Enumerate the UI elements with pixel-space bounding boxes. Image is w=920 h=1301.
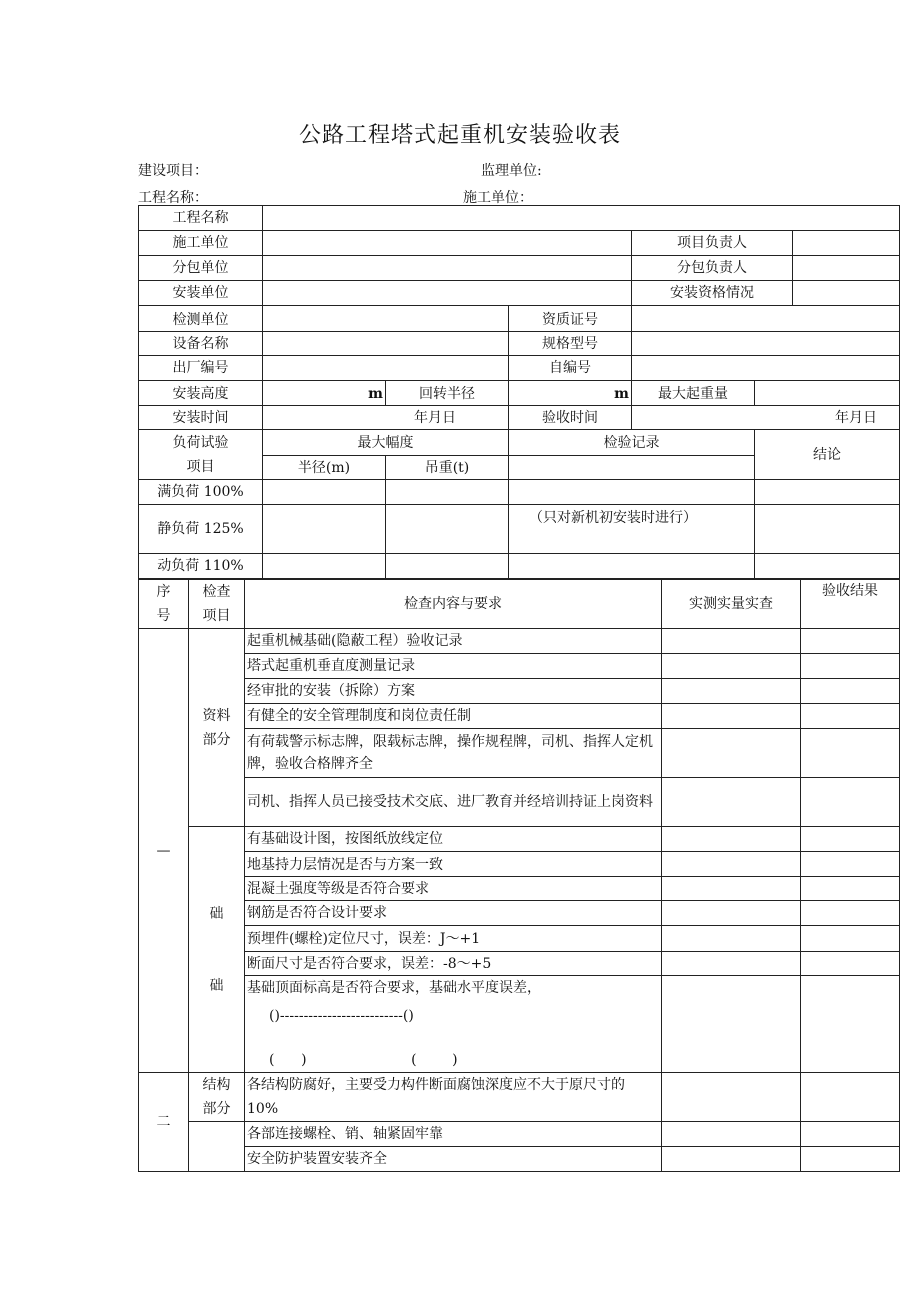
check-row-result bbox=[801, 1122, 900, 1147]
check-row-result bbox=[801, 976, 900, 1073]
value-subcontract-leader bbox=[793, 256, 900, 281]
value-full-conclusion bbox=[755, 480, 900, 505]
value-static-radius bbox=[263, 505, 386, 554]
value-full-lift bbox=[386, 480, 509, 505]
value-dynamic-conclusion bbox=[755, 554, 900, 579]
check-row-measure bbox=[662, 827, 801, 852]
header-result: 验收结果 bbox=[801, 580, 900, 629]
check-row-result bbox=[801, 778, 900, 827]
label-full-load: 满负荷 100% bbox=[139, 480, 263, 505]
value-max-load bbox=[755, 381, 900, 406]
check-row-result bbox=[801, 654, 900, 679]
label-max-amplitude: 最大幅度 bbox=[263, 430, 509, 456]
label-install-unit: 安装单位 bbox=[139, 281, 263, 306]
header-seq bbox=[139, 580, 189, 629]
label-dynamic-load: 动负荷 110% bbox=[139, 554, 263, 579]
label-lift-t: 吊重(t) bbox=[386, 456, 509, 480]
meta-construction-unit: 施工单位： bbox=[463, 190, 533, 206]
label-inspection-record: 检验记录 bbox=[509, 430, 755, 456]
group2-label-2: 础 bbox=[209, 977, 224, 994]
check-row-result bbox=[801, 901, 900, 926]
label-item: 项目 bbox=[186, 458, 215, 475]
section2-label-2: 部分 bbox=[202, 1101, 231, 1117]
check-row-result bbox=[801, 629, 900, 654]
meta-project: 建设项目： bbox=[138, 163, 208, 179]
label-conclusion: 结论 bbox=[755, 430, 900, 480]
check-row-measure bbox=[662, 778, 801, 827]
check-row-result bbox=[801, 729, 900, 778]
check-row-measure bbox=[662, 704, 801, 729]
check-row-content: 司机、指挥人员已接受技术交底、进厂教育并经培训持证上岗资料 bbox=[245, 778, 662, 827]
inspection-checklist-table bbox=[138, 579, 900, 1172]
static-note: （只对新机初安装时进行） bbox=[509, 505, 755, 554]
value-engineering-name bbox=[263, 206, 900, 231]
value-dynamic-record bbox=[509, 554, 755, 579]
meta-supervisor: 监理单位: bbox=[481, 163, 542, 179]
label-spec-model: 规格型号 bbox=[509, 332, 632, 356]
check-row-content: 钢筋是否符合设计要求 bbox=[245, 901, 662, 926]
label-equipment-name: 设备名称 bbox=[139, 332, 263, 356]
check-row-content: 断面尺寸是否符合要求，误差：-8〜+5 bbox=[245, 952, 662, 976]
level-parens bbox=[247, 1048, 659, 1072]
label-install-height: 安装高度 bbox=[139, 381, 263, 406]
check-row-measure bbox=[662, 852, 801, 877]
value-project-leader bbox=[793, 231, 900, 256]
label-radius-m: 半径(m) bbox=[263, 456, 386, 480]
label-slewing-radius: 回转半径 bbox=[386, 381, 509, 406]
meta-engineering-name: 工程名称： bbox=[138, 190, 208, 206]
check-row-measure bbox=[662, 679, 801, 704]
label-accept-time: 验收时间 bbox=[509, 406, 632, 430]
check-row-content: 各部连接螺栓、销、轴紧固牢靠 bbox=[245, 1122, 662, 1147]
label-self-no: 自编号 bbox=[509, 356, 632, 381]
check-row-measure bbox=[662, 1122, 801, 1147]
check-row-measure bbox=[662, 877, 801, 901]
check-row-content: 经审批的安装（拆除）方案 bbox=[245, 679, 662, 704]
section2-label-1: 结构 bbox=[202, 1077, 231, 1093]
label-factory-no: 出厂编号 bbox=[139, 356, 263, 381]
header-seq-1: 序 bbox=[156, 584, 171, 600]
label-engineering-name: 工程名称 bbox=[139, 206, 263, 231]
check-row-measure bbox=[662, 901, 801, 926]
label-subcontract-leader: 分包负责人 bbox=[632, 256, 793, 281]
value-dynamic-lift bbox=[386, 554, 509, 579]
label-inspection-unit: 检测单位 bbox=[139, 306, 263, 332]
check-row-result bbox=[801, 827, 900, 852]
check-row-measure bbox=[662, 654, 801, 679]
label-max-load: 最大起重量 bbox=[632, 381, 755, 406]
value-static-lift bbox=[386, 505, 509, 554]
value-qualification-no bbox=[632, 306, 900, 332]
section2-seq: 二 bbox=[139, 1073, 189, 1172]
value-factory-no bbox=[263, 356, 509, 381]
value-dynamic-radius bbox=[263, 554, 386, 579]
check-row-content: 有健全的安全管理制度和岗位责任制 bbox=[245, 704, 662, 729]
header-content: 检查内容与要求 bbox=[245, 580, 662, 629]
header-check-item-2: 项目 bbox=[202, 608, 231, 624]
value-equipment-name bbox=[263, 332, 509, 356]
paren-right: ( ) bbox=[411, 1052, 458, 1068]
check-row-content: 有基础设计图，按图纸放线定位 bbox=[245, 827, 662, 852]
foundation-level-cell bbox=[245, 976, 662, 1073]
check-row-result bbox=[801, 704, 900, 729]
header-seq-2: 号 bbox=[156, 608, 171, 624]
section1-group2-label bbox=[189, 827, 245, 1073]
check-row-result bbox=[801, 852, 900, 877]
check-row-result bbox=[801, 679, 900, 704]
check-row-content: 塔式起重机垂直度测量记录 bbox=[245, 654, 662, 679]
label-construction-unit: 施工单位 bbox=[139, 231, 263, 256]
value-spec-model bbox=[632, 332, 900, 356]
paren-left: ( ) bbox=[269, 1052, 307, 1068]
label-project-leader: 项目负责人 bbox=[632, 231, 793, 256]
label-static-load: 静负荷 125% bbox=[139, 505, 263, 554]
load-test-label-cell bbox=[139, 430, 263, 480]
check-row-measure bbox=[662, 729, 801, 778]
section2-label bbox=[189, 1073, 245, 1122]
check-row-content: 安全防护装置安装齐全 bbox=[245, 1147, 662, 1172]
value-construction-unit bbox=[263, 231, 632, 256]
value-inspection-unit bbox=[263, 306, 509, 332]
check-row-measure bbox=[662, 1147, 801, 1172]
check-row-result bbox=[801, 1073, 900, 1122]
level-formula: ()--------------------------() bbox=[269, 1008, 414, 1024]
check-row-measure bbox=[662, 926, 801, 952]
check-row-measure bbox=[662, 952, 801, 976]
check-row-content: 地基持力层情况是否与方案一致 bbox=[245, 852, 662, 877]
value-install-qualification bbox=[793, 281, 900, 306]
check-row-content: 预埋件(螺栓)定位尺寸，误差：J〜+1 bbox=[245, 926, 662, 952]
value-self-no bbox=[632, 356, 900, 381]
unit-height-m: m bbox=[263, 381, 386, 406]
section1-group1-label bbox=[189, 629, 245, 827]
check-row-measure bbox=[662, 976, 801, 1073]
group2-label-1: 础 bbox=[209, 905, 224, 922]
value-full-record bbox=[509, 480, 755, 505]
value-accept-date: 年月日 bbox=[632, 406, 900, 430]
page-title: 公路工程塔式起重机安装验收表 bbox=[298, 123, 621, 148]
check-row-content: 各结构防腐好，主要受力构件断面腐蚀深度应不大于原尺寸的 10% bbox=[245, 1073, 662, 1122]
label-qualification-no: 资质证号 bbox=[509, 306, 632, 332]
check-row-result bbox=[801, 926, 900, 952]
section2-label-empty bbox=[189, 1122, 245, 1172]
group1-label-2: 部分 bbox=[202, 731, 231, 748]
value-full-radius bbox=[263, 480, 386, 505]
value-record-sub bbox=[509, 456, 755, 480]
check-row-result bbox=[801, 952, 900, 976]
check-row-content: 起重机械基础(隐蔽工程）验收记录 bbox=[245, 629, 662, 654]
label-subcontractor: 分包单位 bbox=[139, 256, 263, 281]
check-row-content: 有荷载警示标志牌，限载标志牌，操作规程牌，司机、指挥人定机牌，验收合格牌齐全 bbox=[245, 729, 662, 778]
equipment-info-table bbox=[138, 205, 900, 579]
unit-radius-m: m bbox=[509, 381, 632, 406]
check-row-result bbox=[801, 877, 900, 901]
check-row-measure bbox=[662, 629, 801, 654]
value-install-date: 年月日 bbox=[263, 406, 509, 430]
value-install-unit bbox=[263, 281, 632, 306]
section1-seq: — bbox=[139, 629, 189, 1073]
label-install-time: 安装时间 bbox=[139, 406, 263, 430]
check-row-measure bbox=[662, 1073, 801, 1122]
header-check-item-1: 检查 bbox=[202, 584, 231, 600]
header-measure: 实测实量实查 bbox=[662, 580, 801, 629]
check-row-content: 基础顶面标高是否符合要求，基础水平度误差， bbox=[247, 980, 541, 996]
check-row-content: 混凝土强度等级是否符合要求 bbox=[245, 877, 662, 901]
label-install-qualification: 安装资格情况 bbox=[632, 281, 793, 306]
group1-label-1: 资料 bbox=[202, 707, 231, 724]
value-static-conclusion bbox=[755, 505, 900, 554]
label-load-test: 负荷试验 bbox=[172, 434, 229, 451]
header-check-item bbox=[189, 580, 245, 629]
check-row-result bbox=[801, 1147, 900, 1172]
value-subcontractor bbox=[263, 256, 632, 281]
